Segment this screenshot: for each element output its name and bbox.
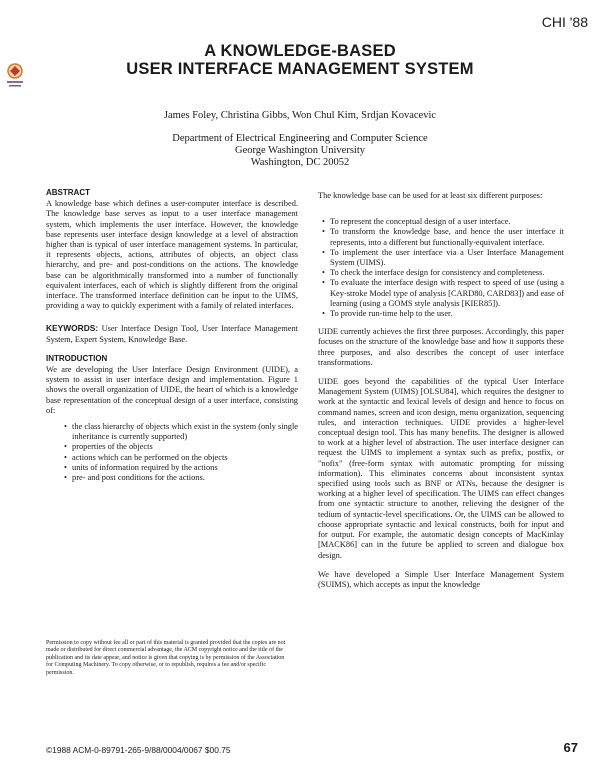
list-item: • properties of the objects [64, 442, 298, 452]
purposes-list [322, 217, 564, 319]
keywords-paragraph [46, 323, 298, 344]
list-item: • units of information required by the actions [64, 463, 298, 473]
venue-label: CHI '88 [541, 14, 588, 30]
list-item: • the class hierarchy of objects which exist in the system (only single inheritance is currently supported) [64, 422, 298, 442]
title-line-1: A KNOWLEDGE-BASED [204, 42, 396, 60]
list-item: • To provide run-time help to the user. [322, 309, 564, 319]
affiliation-line-3: Washington, DC 20052 [250, 157, 350, 168]
list-item: • pre- and post conditions for the actions. [64, 473, 298, 483]
title-line-2: USER INTERFACE MANAGEMENT SYSTEM [126, 60, 474, 78]
kb-contents-list [64, 422, 298, 483]
body-paragraph: UIDE currently achieves the first three purposes. Accordingly, this paper focuses on the structure of the knowledge base and how it supports these three purposes, and also describes the concept of user interface transformations. [318, 327, 564, 367]
list-item: • actions which can be performed on the objects [64, 453, 298, 463]
permission-notice: Permission to copy without fee all or part of this material is granted provided that the copies are not made or distributed for direct commercial advantage, the ACM copyright notice and the title of the publication and its date appear, and notice is given that copying is by permission of the Association for Computing Machinery. To copy otherwise, or to republish, requires a fee and/or specific permission. [46, 640, 286, 676]
list-item: • To implement the user interface via a User Interface Management System (UIMS). [322, 248, 564, 268]
keywords-heading: KEYWORDS: [46, 323, 99, 334]
paper-title [0, 42, 600, 78]
affiliation-line-2: George Washington University [235, 145, 365, 156]
kb-purposes-intro: The knowledge base can be used for at least six different purposes: [318, 191, 543, 200]
affiliation [0, 133, 600, 169]
authors: James Foley, Christina Gibbs, Won Chul Kim, Srdjan Kovacevic [163, 110, 437, 121]
list-item: • To evaluate the interface design with respect to speed of use (using a Key-stroke Model type of analysis [CARD80, CARD83]) and ease of learning (using a GOMS style analysis [KIER85]). [322, 278, 564, 309]
page-number: 67 [563, 740, 578, 755]
introduction-text: We are developing the User Interface Design Environment (UIDE), a system to assist in user interface design and implementation. Figure 1 shows the overall organization of UIDE, the heart of which is a knowledge base representation of the conceptual design of a user interface, consisting of: [46, 365, 298, 415]
introduction-heading: INTRODUCTION [46, 353, 108, 363]
list-item: • To represent the conceptual design of a user interface. [322, 217, 564, 227]
keywords-text: User Interface Design Tool, User Interface Management System, Expert System, Knowledge Base. [46, 324, 299, 344]
list-item: • To transform the knowledge base, and hence the user interface it represents, into a different but functionally-equivalent interface. [322, 227, 564, 247]
body-paragraph: We have developed a Simple User Interface Management System (SUIMS), which accepts as input the knowledge [318, 569, 564, 589]
copyright-line: ©1988 ACM-0-89791-265-9/88/0004/0067 $00.75 [46, 745, 231, 755]
left-column [46, 188, 298, 483]
right-column [318, 191, 564, 590]
affiliation-line-1: Department of Electrical Engineering and Computer Science [172, 133, 428, 144]
list-item: • To check the interface design for consistency and completeness. [322, 268, 564, 278]
abstract-text: A knowledge base which defines a user-computer interface is described. The knowledge base serves as input to a user interface management system, which implements the user interface. However, the knowledge base represents user interface design knowledge at a level of abstraction higher than is typical of user interface management systems. In particular, it represents objects, actions, attributes of objects, an object class hierarchy, and pre- and post-conditions on the actions. The knowledge base can be algorithmically transformed into a number of functionally equivalent interfaces, each of which is slightly different from the original interface. The transformed interface definition can be input to the UIMS, providing a way to quickly experiment with a family of related interfaces. [46, 199, 298, 311]
body-paragraph: UIDE goes beyond the capabilities of the typical User Interface Management System (UIMS) [OLSU84], which requires the designer to work at the syntactic and lexical levels of design and hence to focus on command names, screen and icon design, menu organization, sequencing rules, and interaction techniques. UIDE provides a higher-level conceptual design tool. This has many benefits. The designer is allowed to work at a higher level of abstraction. The user interface designer can request the UIMS to implement a syntax such as prefix, postfix, or "nofix" (free-form syntax with automatic prompting for missing information). This eliminates concerns about inconsistent syntax specified using tools such as BNF or ATNs, because the designer is working at a higher level of specification. The UIMS can effect changes from one syntactic structure to another, relieving the designer of the tedium of syntactic-level specifications. Or, the UIMS can be allowed to choose appropriate syntactic and lexical constructs, both for input and for output. For example, the automatic design concepts of MacKinlay [MACK86] can in the future be applied to screen and dialogue box design. [318, 377, 564, 560]
abstract-heading: ABSTRACT [46, 188, 90, 197]
